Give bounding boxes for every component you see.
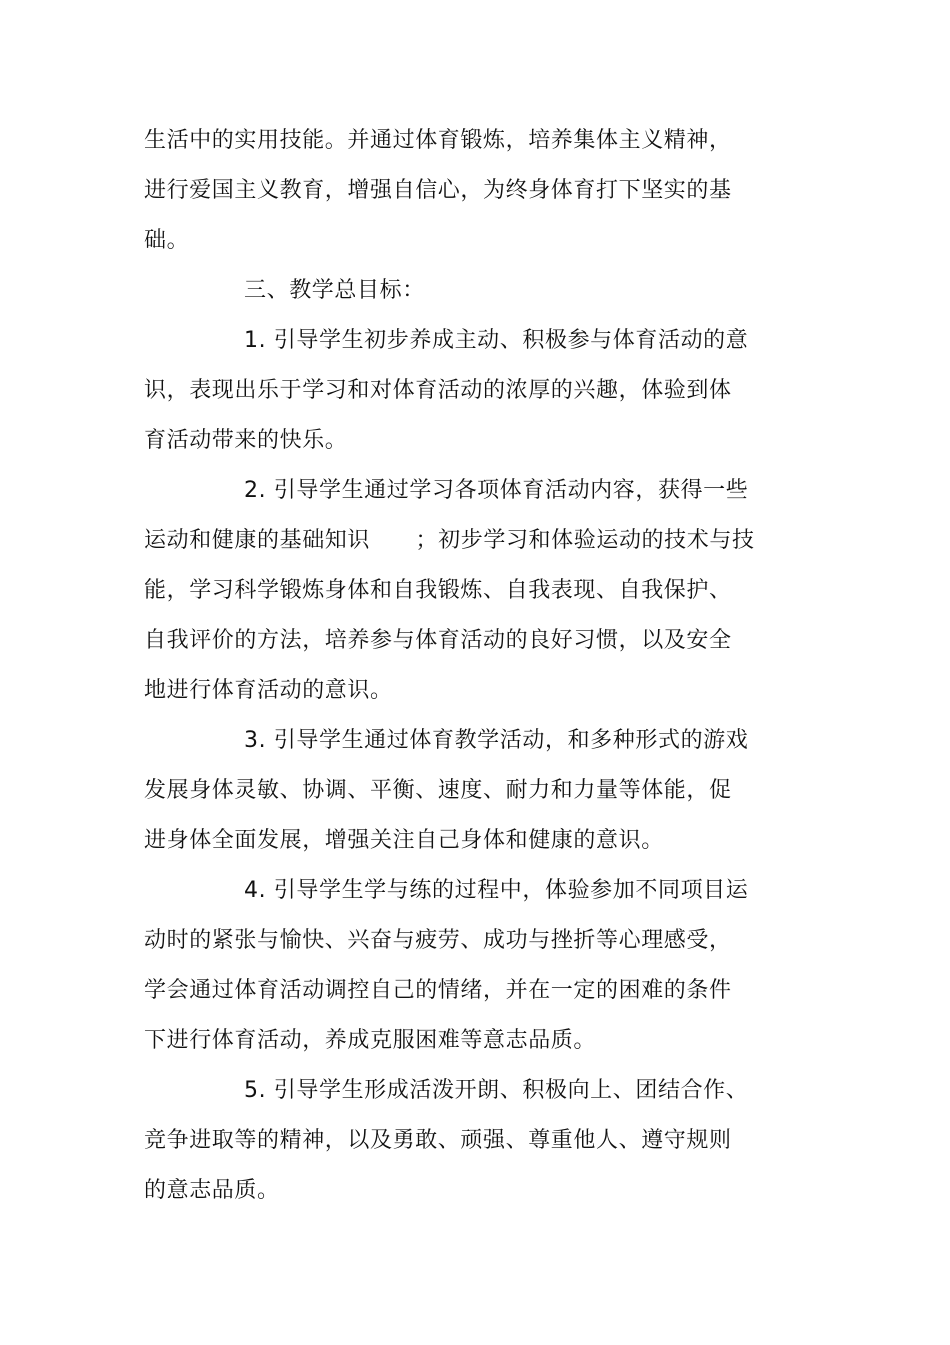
item-2-line-2: 运动和健康的基础知识 ；初步学习和体验运动的技术与技 [144,528,755,553]
item-5-line-1: 5. 引导学生形成活泼开朗、积极向上、团结合作、 [244,1078,749,1103]
item-2-line-3: 能，学习科学锻炼身体和自我锻炼、自我表现、自我保护、 [144,578,732,603]
item-2-line-5: 地进行体育活动的意识。 [144,678,393,703]
item-4-line-2: 动时的紧张与愉快、兴奋与疲劳、成功与挫折等心理感受， [144,928,732,953]
item-1-line-3: 育活动带来的快乐。 [144,428,348,453]
item-5-line-2: 竞争进取等的精神，以及勇敢、顽强、尊重他人、遵守规则 [144,1128,732,1153]
item-2-line-4: 自我评价的方法，培养参与体育活动的良好习惯，以及安全 [144,628,732,653]
section-heading: 三、教学总目标： [244,278,425,303]
item-1-line-2: 识，表现出乐于学习和对体育活动的浓厚的兴趣，体验到体 [144,378,732,403]
intro-line-1: 生活中的实用技能。并通过体育锻炼，培养集体主义精神， [144,128,732,153]
intro-line-3: 础。 [144,228,190,253]
item-3-line-3: 进身体全面发展，增强关注自己身体和健康的意识。 [144,828,664,853]
item-3-line-2: 发展身体灵敏、协调、平衡、速度、耐力和力量等体能，促 [144,778,732,803]
item-2-line-1: 2. 引导学生通过学习各项体育活动内容，获得一些 [244,478,749,503]
intro-line-2: 进行爱国主义教育，增强自信心，为终身体育打下坚实的基 [144,178,732,203]
item-5-line-3: 的意志品质。 [144,1178,280,1203]
item-3-line-1: 3. 引导学生通过体育教学活动，和多种形式的游戏 [244,728,749,753]
item-1-line-1: 1. 引导学生初步养成主动、积极参与体育活动的意 [244,328,749,353]
item-4-line-3: 学会通过体育活动调控自己的情绪，并在一定的困难的条件 [144,978,732,1003]
item-4-line-1: 4. 引导学生学与练的过程中，体验参加不同项目运 [244,878,749,903]
item-4-line-4: 下进行体育活动，养成克服困难等意志品质。 [144,1028,597,1053]
